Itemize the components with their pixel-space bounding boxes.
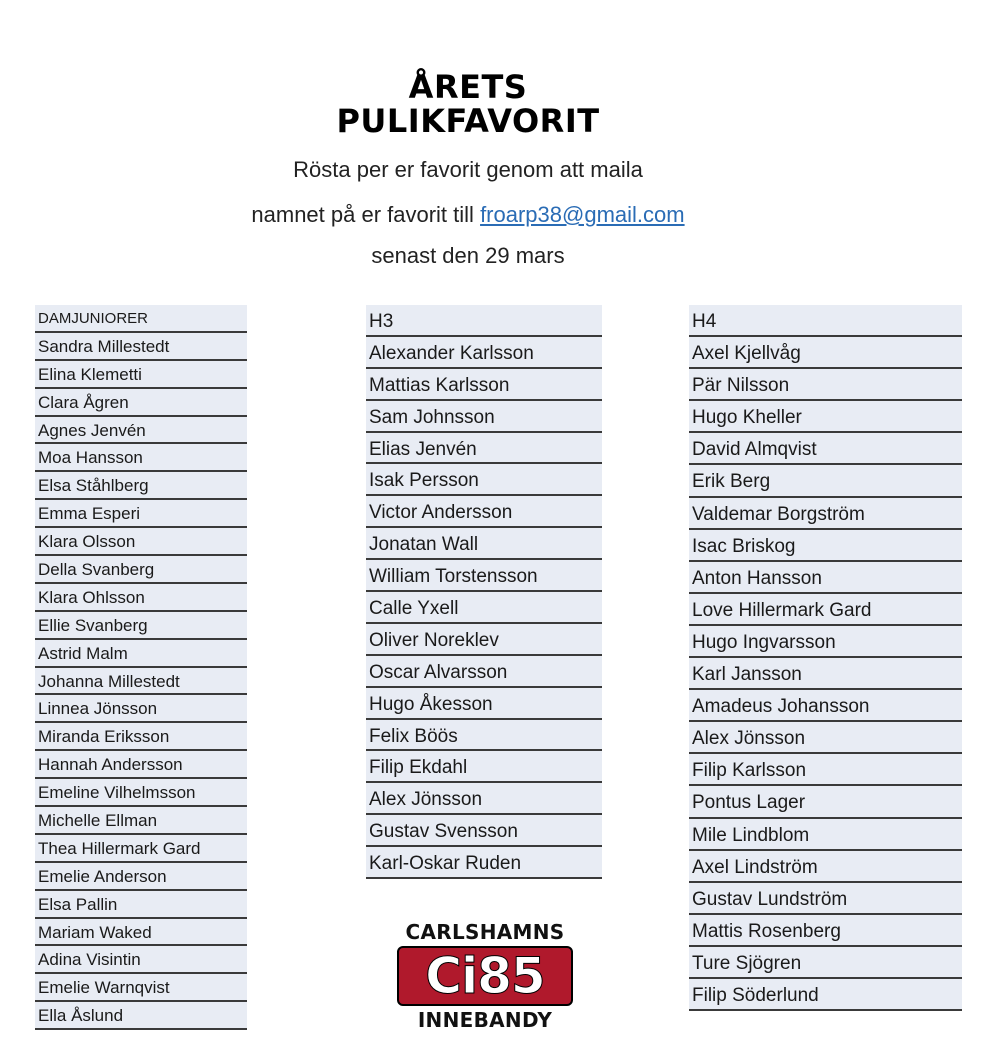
candidate-name: Mariam Waked — [35, 919, 247, 947]
candidate-name: Alex Jönsson — [689, 722, 962, 754]
candidate-name: Sandra Millestedt — [35, 333, 247, 361]
candidate-name: Elsa Ståhlberg — [35, 472, 247, 500]
column-h3 — [366, 305, 602, 879]
candidate-name: Ellie Svanberg — [35, 612, 247, 640]
candidate-name: Elsa Pallin — [35, 891, 247, 919]
logo-top-text: CARLSHAMNS — [405, 920, 565, 944]
candidate-name: William Torstensson — [366, 560, 602, 592]
candidate-name: Isac Briskog — [689, 530, 962, 562]
candidate-name: Oscar Alvarsson — [366, 656, 602, 688]
logo-mark: Ci85 — [397, 946, 573, 1006]
candidate-name: Sam Johnsson — [366, 401, 602, 433]
candidate-name: Johanna Millestedt — [35, 668, 247, 696]
candidate-name: Pontus Lager — [689, 786, 962, 818]
candidate-name: Della Svanberg — [35, 556, 247, 584]
candidate-name: Elias Jenvén — [366, 433, 602, 465]
candidate-name: Clara Ågren — [35, 389, 247, 417]
candidate-name: Alex Jönsson — [366, 783, 602, 815]
candidate-name: Emma Esperi — [35, 500, 247, 528]
candidate-name: Isak Persson — [366, 464, 602, 496]
candidate-name: Erik Berg — [689, 465, 962, 497]
candidate-name: David Almqvist — [689, 433, 962, 465]
candidate-name: Emelie Anderson — [35, 863, 247, 891]
candidate-name: Amadeus Johansson — [689, 690, 962, 722]
logo-bottom-text: INNEBANDY — [417, 1008, 553, 1032]
candidate-name: Hugo Åkesson — [366, 688, 602, 720]
candidate-name: Linnea Jönsson — [35, 695, 247, 723]
candidate-name: Karl-Oskar Ruden — [366, 847, 602, 879]
column-damjuniorer — [35, 305, 247, 1030]
candidate-name: Thea Hillermark Gard — [35, 835, 247, 863]
candidate-name: Love Hillermark Gard — [689, 594, 962, 626]
instruction-line-1: Rösta per er favorit genom att maila — [293, 157, 643, 182]
candidate-name: Adina Visintin — [35, 946, 247, 974]
candidate-name: Agnes Jenvén — [35, 417, 247, 445]
candidate-name: Filip Söderlund — [689, 979, 962, 1011]
candidate-name: Emelie Warnqvist — [35, 974, 247, 1002]
candidate-name: Hannah Andersson — [35, 751, 247, 779]
candidate-name: Astrid Malm — [35, 640, 247, 668]
title-line-1: ÅRETS — [408, 68, 528, 106]
candidate-name: Hugo Ingvarsson — [689, 626, 962, 658]
column-heading: H4 — [689, 305, 962, 337]
candidate-name: Hugo Kheller — [689, 401, 962, 433]
candidate-name: Oliver Noreklev — [366, 624, 602, 656]
candidate-name: Karl Jansson — [689, 658, 962, 690]
email-link[interactable]: froarp38@gmail.com — [480, 202, 685, 227]
candidate-name: Emeline Vilhelmsson — [35, 779, 247, 807]
candidate-name: Filip Karlsson — [689, 754, 962, 786]
candidate-name: Pär Nilsson — [689, 369, 962, 401]
candidate-name: Gustav Lundström — [689, 883, 962, 915]
candidate-name: Gustav Svensson — [366, 815, 602, 847]
candidate-name: Mattis Rosenberg — [689, 915, 962, 947]
candidate-name: Elina Klemetti — [35, 361, 247, 389]
candidate-name: Mile Lindblom — [689, 819, 962, 851]
candidate-name: Calle Yxell — [366, 592, 602, 624]
candidate-name: Valdemar Borgström — [689, 498, 962, 530]
instruction-line-3: senast den 29 mars — [371, 243, 565, 268]
candidate-name: Alexander Karlsson — [366, 337, 602, 369]
candidate-name: Moa Hansson — [35, 444, 247, 472]
column-heading: DAMJUNIORER — [35, 305, 247, 333]
candidate-name: Klara Olsson — [35, 528, 247, 556]
candidate-name: Axel Kjellvåg — [689, 337, 962, 369]
candidate-name: Ella Åslund — [35, 1002, 247, 1030]
column-h4 — [689, 305, 962, 1011]
candidate-name: Michelle Ellman — [35, 807, 247, 835]
candidate-name: Filip Ekdahl — [366, 751, 602, 783]
candidate-name: Jonatan Wall — [366, 528, 602, 560]
title-line-2: PULIKFAVORIT — [336, 102, 600, 140]
candidate-name: Felix Böös — [366, 720, 602, 752]
candidate-name: Mattias Karlsson — [366, 369, 602, 401]
candidate-name: Axel Lindström — [689, 851, 962, 883]
candidate-name: Ture Sjögren — [689, 947, 962, 979]
candidate-name: Anton Hansson — [689, 562, 962, 594]
candidate-name: Klara Ohlsson — [35, 584, 247, 612]
club-logo — [395, 920, 575, 1035]
candidate-name: Victor Andersson — [366, 496, 602, 528]
instruction-line-2-prefix: namnet på er favorit till — [251, 202, 481, 227]
candidate-name: Miranda Eriksson — [35, 723, 247, 751]
column-heading: H3 — [366, 305, 602, 337]
instruction-line-2 — [0, 202, 936, 228]
